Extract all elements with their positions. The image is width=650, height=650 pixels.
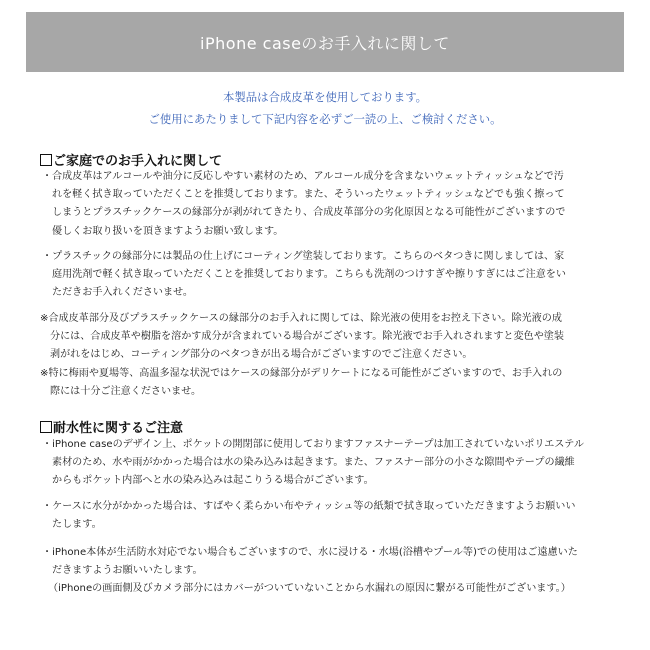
- text-line: 優しくお取り扱いを頂きますようお願い致します。: [52, 225, 284, 237]
- text-line: からもポケット内部へと水の染み込みは起こりうる場合がございます。: [52, 475, 374, 487]
- page-title: iPhone caseのお手入れに関して: [200, 33, 450, 53]
- text-line: 際には十分ご注意くださいませ。: [50, 385, 202, 397]
- text-line: だきますようお願いいたします。: [52, 565, 203, 577]
- text-line: ただきお手入れくださいませ。: [52, 287, 194, 299]
- water-paragraph-2: [42, 498, 614, 534]
- home-care-paragraph-2: [42, 248, 614, 303]
- checkbox-square-icon: [40, 154, 52, 166]
- home-care-paragraph-1: [42, 168, 614, 241]
- home-care-note: [40, 310, 612, 401]
- text-line: ・ケースに水分がかかった場合は、すばやく柔らかい布やティッシュ等の紙類で拭き取っていただきますようお願いい: [42, 501, 576, 512]
- section-home-care-title: ご家庭でのお手入れに関して: [53, 154, 223, 169]
- text-line: ・プラスチックの縁部分には製品の仕上げにコーティング塗装しております。こちらのベタつきに関しましては、家: [42, 251, 565, 262]
- text-line: れを軽く拭き取っていただくことを推奨しております。また、そういったウェットティッシュなどでも強く擦って: [52, 189, 565, 201]
- intro-line-1: 本製品は合成皮革を使用しております。: [222, 90, 428, 104]
- text-line: 分には、合成皮革や樹脂を溶かす成分が含まれている場合がございます。除光液でお手入れされますと変色や塗装: [50, 331, 564, 343]
- page-header-banner: [26, 12, 624, 72]
- text-line: ※特に梅雨や夏場等、高温多湿な状況ではケースの縁部分がデリケートになる可能性がございますので、お手入れの: [40, 367, 563, 379]
- text-line: （iPhoneの画面側及びカメラ部分にはカバーがついていないことから水漏れの原因に繋がる可能性がございます。）: [48, 583, 571, 595]
- text-line: ・iPhone本体が生活防水対応でない場合もございますので、水に浸ける・水場(浴槽やプール等)での使用はご遠慮いた: [42, 547, 578, 558]
- text-line: 剥がれをはじめ、コーティング部分のベタつきが出る場合がございますのでご注意ください。: [50, 349, 473, 361]
- text-line: 素材のため、水や雨がかかった場合は水の染み込みは起きます。また、ファスナー部分の小さな隙間やテープの繊維: [52, 457, 575, 469]
- text-line: ・合成皮革はアルコールや油分に反応しやすい素材のため、アルコール成分を含まないウェットティッシュなどで汚: [42, 171, 564, 182]
- text-line: しまうとプラスチックケースの縁部分が剥がれてきたり、合成皮革部分の劣化原因となる可能性がございますので: [52, 207, 566, 219]
- section-water-resistance-heading: [40, 417, 183, 436]
- checkbox-square-icon: [40, 421, 52, 433]
- section-water-resistance-title: 耐水性に関するご注意: [53, 421, 184, 436]
- text-line: ・iPhone caseのデザイン上、ポケットの開閉部に使用しておりますファスナーテープは加工されていないポリエステル: [42, 439, 584, 450]
- text-line: ※合成皮革部分及びプラスチックケースの縁部分のお手入れに関しては、除光液の使用をお控え下さい。除光液の成: [40, 313, 562, 324]
- water-paragraph-3: [42, 544, 614, 599]
- text-line: たします。: [52, 519, 102, 531]
- section-home-care-heading: [40, 150, 222, 169]
- intro-line-2: ご使用にあたりまして下記内容を必ずご一読の上、ご検討ください。: [148, 112, 502, 126]
- water-paragraph-1: [42, 436, 614, 491]
- text-line: 庭用洗剤で軽く拭き取っていただくことを推奨しております。こちらも洗剤のつけすぎや擦りすぎにはご注意をい: [52, 269, 566, 281]
